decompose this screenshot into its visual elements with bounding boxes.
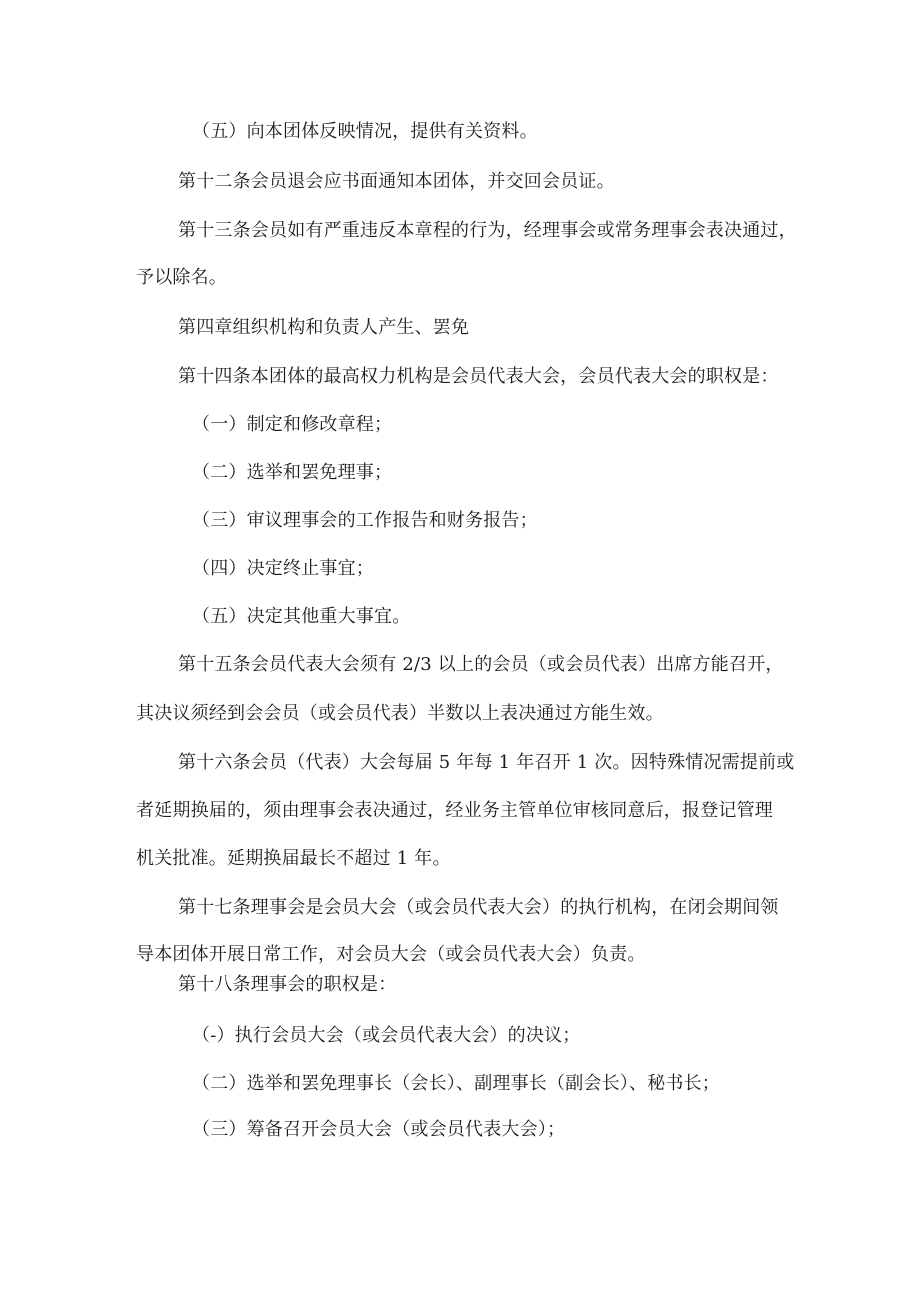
list-item: （五）决定其他重大事宜。 <box>192 606 411 627</box>
text-line: 机关批准。延期换届最长不超过 1 年。 <box>136 848 451 869</box>
list-item: （三）审议理事会的工作报告和财务报告； <box>192 510 538 531</box>
text-line: 第十六条会员（代表）大会每届 5 年每 1 年召开 1 次。因特殊情况需提前或 <box>178 752 795 773</box>
text-line: 第十二条会员退会应书面通知本团体，并交回会员证。 <box>178 171 615 192</box>
list-item: （二）选举和罢免理事长（会长）、副理事长（副会长）、秘书长； <box>192 1073 720 1094</box>
text-line: 第十三条会员如有严重违反本章程的行为，经理事会或常务理事会表决通过， <box>178 220 797 241</box>
chapter-heading: 第四章组织机构和负责人产生、罢免 <box>178 317 470 338</box>
text-line: 第十七条理事会是会员大会（或会员代表大会）的执行机构，在闭会期间领 <box>178 897 779 918</box>
text-line: 第十四条本团体的最高权力机构是会员代表大会，会员代表大会的职权是： <box>178 366 779 387</box>
text-line: 导本团体开展日常工作，对会员大会（或会员代表大会）负责。 <box>136 944 646 965</box>
text-line: 予以除名。 <box>136 267 227 288</box>
text-line: （五）向本团体反映情况，提供有关资料。 <box>192 121 538 142</box>
list-item: （-）执行会员大会（或会员代表大会）的决议； <box>192 1025 581 1046</box>
text-line: 第十八条理事会的职权是： <box>178 974 397 995</box>
list-item: （二）选举和罢免理事； <box>192 462 393 483</box>
text-line: 其决议须经到会会员（或会员代表）半数以上表决通过方能生效。 <box>136 703 664 724</box>
text-line: 第十五条会员代表大会须有 2/3 以上的会员（或会员代表）出席方能召开， <box>178 654 784 675</box>
text-line: 者延期换届的，须由理事会表决通过，经业务主管单位审核同意后，报登记管理 <box>136 800 773 821</box>
list-item: （三）筹备召开会员大会（或会员代表大会）； <box>192 1119 566 1140</box>
list-item: （一）制定和修改章程； <box>192 414 393 435</box>
list-item: （四）决定终止事宜； <box>192 558 374 579</box>
